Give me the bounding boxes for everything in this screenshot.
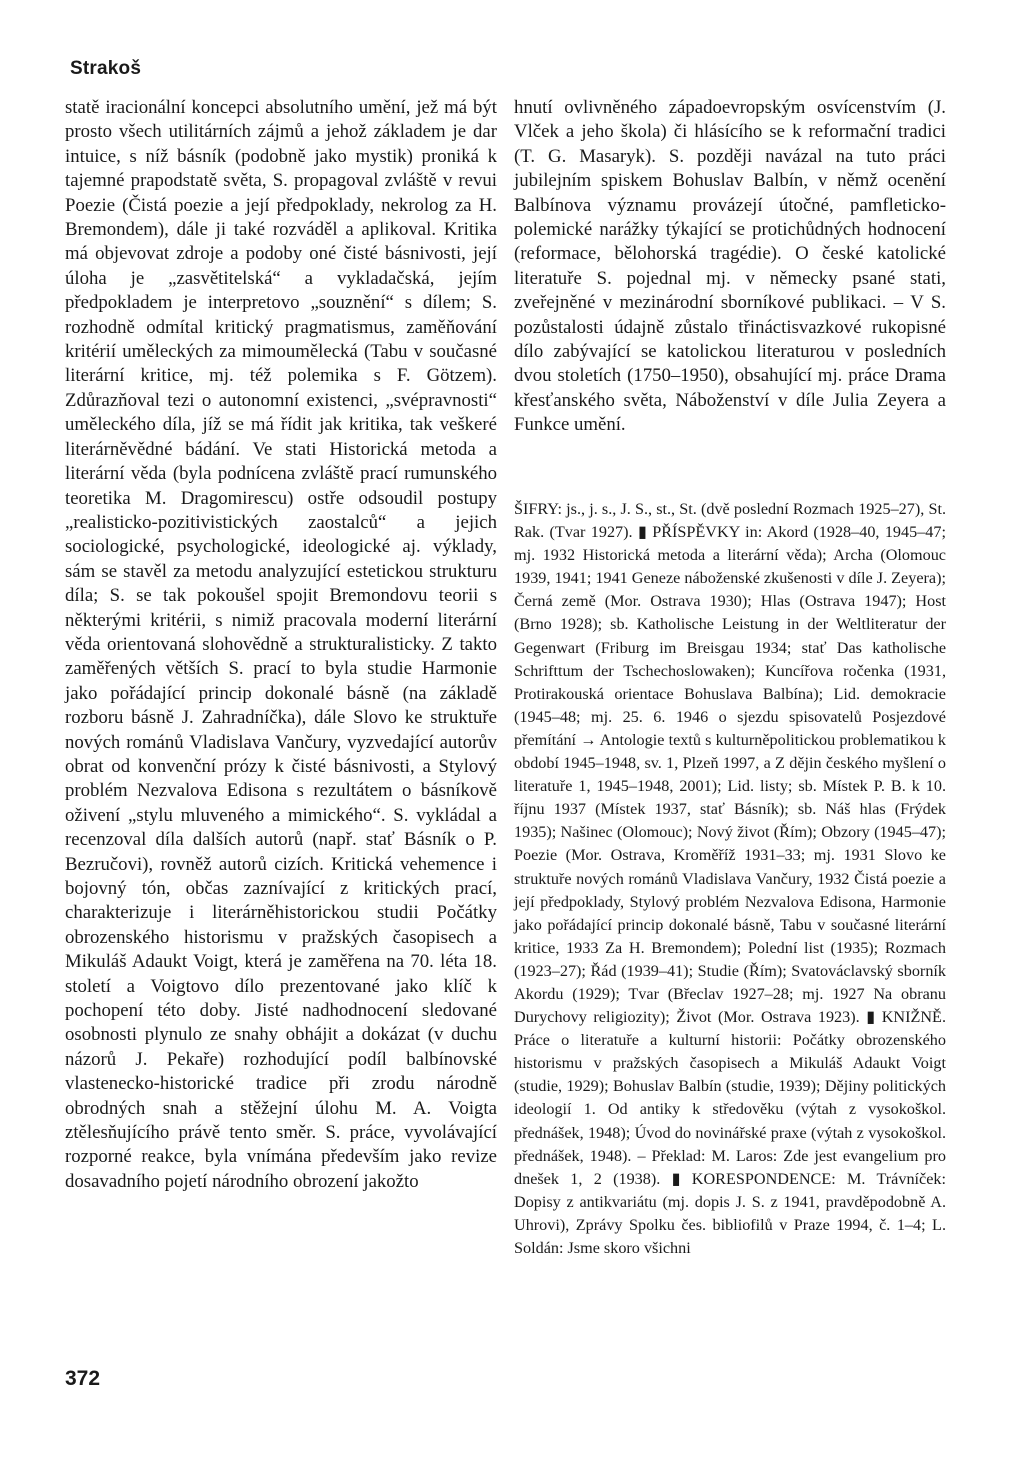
running-header-author: Strakoš: [70, 58, 142, 79]
left-column-text: statě iracionální koncepci absolutního umění, jež má být prosto všech utilitárních zájmů a jehož základem je dar intuice, s níž básník (podobně jako mystik) proniká k tajemné prapodstatě světa, S. propagoval zvláště v revui Poezie (Čistá poezie a její předpoklady, nekrolog za H. Bremondem), dále ji také rozváděl a aplikoval. Kritika má objevovat zdroje a podoby oné čisté básnivosti, její úloha je „zasvětitelská“ a vykladačská, jejím předpokladem je interpretovo „souznění“ s dílem; S. rozhodně odmítal kritický pragmatismus, zaměňování kritérií uměleckých za mimoumělecká (Tabu v současné literární kritice, mj. též polemika s F. Götzem). Zdůrazňoval tezi o autonomní existenci, „svépravnosti“ uměleckého díla, jíž se má řídit jak kritika, tak veškeré literárněvědné bádání. Ve stati Historická metoda a literární věda (byla podnícena zvláště prací rumunského teoretika M. Dragomirescu) ostře odsoudil postupy „realisticko-pozitivistických zaostalců“ a jejich sociologické, psychologické, ideologické aj. výklady, sám se stavěl za metodu analyzující estetickou strukturu díla; S. se tak pokoušel spojit Bremondovu teorii s některými kritérii, s nimiž pracovala moderní literární věda orientovaná slohovědně a strukturalisticky. Z takto zaměřených větších S. prací to byla studie Harmonie jako pořádající princip dokonalé básně (na základě rozboru básně J. Zahradníčka), dále Slovo ke struktuře nových románů Vladislava Vančury, vyzvedající autorův obrat od konvenční prózy k čisté básnivosti, a Stylový problém Nezvalova Edisona s rezultátem o básníkově oživení „stylu mluveného a mimického“. S. vykládal a recenzoval díla dalších autorů (např. stať Básník o P. Bezručovi), rovněž autorů cizích. Kritická vehemence i bojovný tón, občas zaznívající z kritických prací, charakterizuje i literárněhistorickou studii Počátky obrozenského historismu v pražských časopisech a Mikuláš Adaukt Voigt, která je zaměřena na 70. léta 18. století a Voigtovo dílo prezentované jako klíč k pochopení této doby. Jisté nadhodnocení sledované osobnosti plynulo ze snahy obhájit a dokázat (v duchu názorů J. Pekaře) rozhodující podíl balbínovské vlastenecko-historické tradice při zrodu národně obrodných snah a stěžejní úlohu M. A. Voigta ztělesňujícího právě tento směr. S. práce, vyvolávající rozporné reakce, byla vnímána především jako revize dosavadního pojetí národního obrození jakožto: [65, 97, 497, 1192]
page-number: 372: [65, 1367, 101, 1390]
bibliography-section: [514, 498, 946, 1260]
right-text-column: [514, 96, 946, 438]
right-column-text: hnutí ovlivněného západoevropským osvícenstvím (J. Vlček a jeho škola) či hlásícího se k reformační tradici (T. G. Masaryk). S. později navázal na tuto práci jubilejním spiskem Bohuslav Balbín, v němž ocenění Balbínova významu provázejí útočné, pamfleticko-polemické narážky týkající se protichůdných hodnocení (reformace, bělohorská tragédie). O české katolické literatuře S. pojednal mj. v německy psané stati, zveřejněné v mezinárodní sborníkové publikaci. – V S. pozůstalosti údajně zůstalo třináctisvazkové rukopisné dílo zabývající se katolickou literaturou v posledních dvou stoletích (1750–1950), obsahující mj. práce Drama křesťanského světa, Náboženství v díle Julia Zeyera a Funkce umění.: [514, 97, 946, 436]
left-text-column: [65, 96, 497, 1194]
bibliography-text: ŠIFRY: js., j. s., J. S., st., St. (dvě poslední Rozmach 1925–27), St. Rak. (Tvar 1927). ▮ PŘÍSPĚVKY in: Akord (1928–40, 1945–47; mj. 1932 Historická metoda a literární věda); Archa (Olomouc 1939, 1941; 1941 Geneze náboženské zkušenosti v díle J. Zeyera); Černá země (Mor. Ostrava 1930); Hlas (Ostrava 1947); Host (Brno 1928); sb. Katholische Leistung in der Weltliteratur der Gegenwart (Friburg im Breisgau 1934; stať Das katholische Schrifttum der Tschechoslowaken); Kuncířova ročenka (1931, Protirakouská orientace Bohuslava Balbína); Lid. demokracie (1945–48; mj. 25. 6. 1946 o sjezdu spisovatelů Posjezdové přemítání → Antologie textů s kulturněpolitickou problematikou k období 1945–1948, sv. 1, Plzeň 1997, a Z dějin českého myšlení o literatuře 1, 1945–1948, 2001); Lid. listy; sb. Místek P. B. k 10. říjnu 1937 (Místek 1937, stať Básník); sb. Náš hlas (Frýdek 1935); Našinec (Olomouc); Nový život (Řím); Obzory (1945–47); Poezie (Mor. Ostrava, Kroměříž 1931–33; mj. 1931 Slovo ke struktuře nových románů Vladislava Vančury, 1932 Čistá poezie a její předpoklady, Stylový problém Nezvalova Edisona, Harmonie jako pořádající princip dokonalé básně, Tabu v současné literární kritice, 1933 Za H. Bremondem); Polední list (1935); Rozmach (1923–27); Řád (1939–41); Studie (Řím); Svatováclavský sborník Akordu (1929); Tvar (Břeclav 1927–28; mj. 1927 Na obranu Durychovy religiozity); Život (Mor. Ostrava 1923). ▮ KNIŽNĚ. Práce o literatuře a kulturní historii: Počátky obrozenského historismu v pražských časopisech a Mikuláš Adaukt Voigt (studie, 1929); Bohuslav Balbín (studie, 1939); Dějiny politických ideologií 1. Od antiky k středověku (výtah z vysokoškol. přednášek, 1948); Úvod do novinářské praxe (výtah z vysokoškol. přednášek, 1948). – Překlad: M. Laros: Zde jest evangelium pro dnešek 1, 2 (1938). ▮ KORESPONDENCE: M. Trávníček: Dopisy z antikvariátu (mj. dopis J. S. z 1941, pravděpodobně A. Uhrovi), Zprávy Spolku čes. bibliofilů v Praze 1994, č. 1–4; L. Soldán: Jsme skoro všichni: [514, 500, 946, 1257]
